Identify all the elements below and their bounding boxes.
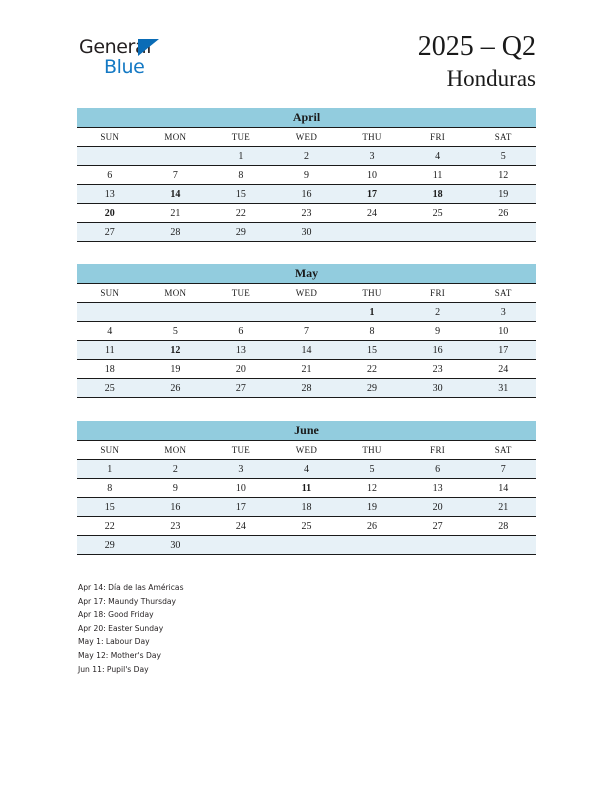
day-cell[interactable]: 18 <box>274 498 340 517</box>
month-grid <box>77 283 536 398</box>
week-row <box>77 185 536 204</box>
day-cell[interactable]: 19 <box>339 498 405 517</box>
day-cell[interactable]: 2 <box>143 460 209 479</box>
weekday-header-row <box>77 128 536 147</box>
day-cell-empty <box>77 303 143 322</box>
week-row <box>77 303 536 322</box>
page-title <box>418 30 536 94</box>
week-row <box>77 517 536 536</box>
day-cell[interactable]: 25 <box>405 204 471 223</box>
day-cell-holiday[interactable]: 18 <box>405 185 471 204</box>
day-cell[interactable]: 1 <box>77 460 143 479</box>
day-cell[interactable]: 24 <box>208 517 274 536</box>
weekday-header-sun: SUN <box>77 128 143 147</box>
day-cell[interactable]: 26 <box>143 379 209 398</box>
day-cell[interactable]: 15 <box>339 341 405 360</box>
legend-item: May 1: Labour Day <box>78 637 150 647</box>
day-cell[interactable]: 21 <box>470 498 536 517</box>
calendar-month-may <box>77 264 536 398</box>
day-cell[interactable]: 29 <box>77 536 143 555</box>
legend-item: Apr 17: Maundy Thursday <box>78 596 177 606</box>
day-cell-holiday[interactable]: 20 <box>77 204 143 223</box>
week-rows <box>77 460 536 555</box>
day-cell-holiday[interactable]: 14 <box>143 185 209 204</box>
week-rows <box>77 303 536 398</box>
weekday-header-sat: SAT <box>470 284 536 303</box>
weekday-header-row <box>77 284 536 303</box>
logo-triangle-icon <box>138 39 159 56</box>
day-cell[interactable]: 16 <box>274 185 340 204</box>
day-cell-holiday[interactable]: 11 <box>274 479 340 498</box>
day-cell[interactable]: 9 <box>274 166 340 185</box>
day-cell[interactable]: 19 <box>470 185 536 204</box>
day-cell[interactable]: 26 <box>470 204 536 223</box>
day-cell[interactable]: 29 <box>339 379 405 398</box>
day-cell-empty <box>274 536 340 555</box>
day-cell-empty <box>208 536 274 555</box>
day-cell[interactable]: 4 <box>405 147 471 166</box>
day-cell[interactable]: 30 <box>405 379 471 398</box>
weekday-header-tue: TUE <box>208 441 274 460</box>
weekday-header-mon: MON <box>143 441 209 460</box>
month-grid <box>77 440 536 555</box>
day-cell[interactable]: 17 <box>208 498 274 517</box>
week-row <box>77 479 536 498</box>
month-title: April <box>77 108 536 127</box>
day-cell[interactable]: 4 <box>274 460 340 479</box>
day-cell[interactable]: 21 <box>143 204 209 223</box>
legend-item: Apr 20: Easter Sunday <box>78 623 164 633</box>
day-cell[interactable]: 7 <box>470 460 536 479</box>
page-header <box>0 0 612 100</box>
day-cell-empty <box>274 303 340 322</box>
day-cell[interactable]: 22 <box>208 204 274 223</box>
day-cell[interactable]: 28 <box>470 517 536 536</box>
day-cell[interactable]: 12 <box>339 479 405 498</box>
day-cell[interactable]: 25 <box>274 517 340 536</box>
day-cell[interactable]: 8 <box>77 479 143 498</box>
weekday-header-sat: SAT <box>470 441 536 460</box>
day-cell[interactable]: 2 <box>274 147 340 166</box>
day-cell-empty <box>143 303 209 322</box>
day-cell[interactable]: 10 <box>470 322 536 341</box>
day-cell[interactable]: 16 <box>143 498 209 517</box>
weekday-header-thu: THU <box>339 441 405 460</box>
weekday-header-tue: TUE <box>208 128 274 147</box>
calendar-month-june <box>77 421 536 555</box>
day-cell[interactable]: 20 <box>405 498 471 517</box>
day-cell[interactable]: 3 <box>470 303 536 322</box>
week-row <box>77 204 536 223</box>
day-cell[interactable]: 15 <box>208 185 274 204</box>
day-cell[interactable]: 16 <box>405 341 471 360</box>
day-cell[interactable]: 19 <box>143 360 209 379</box>
day-cell[interactable]: 4 <box>77 322 143 341</box>
day-cell[interactable]: 27 <box>405 517 471 536</box>
logo-text-blue: Blue <box>104 56 145 78</box>
weekday-header-fri: FRI <box>405 441 471 460</box>
weekday-header-wed: WED <box>274 128 340 147</box>
day-cell[interactable]: 22 <box>77 517 143 536</box>
day-cell[interactable]: 9 <box>143 479 209 498</box>
day-cell[interactable]: 25 <box>77 379 143 398</box>
weekday-header-sat: SAT <box>470 128 536 147</box>
day-cell[interactable]: 28 <box>274 379 340 398</box>
legend-item: Apr 18: Good Friday <box>78 610 154 620</box>
day-cell[interactable]: 31 <box>470 379 536 398</box>
day-cell[interactable]: 24 <box>339 204 405 223</box>
week-row <box>77 536 536 555</box>
day-cell[interactable]: 21 <box>274 360 340 379</box>
general-blue-logo[interactable] <box>79 36 189 80</box>
day-cell[interactable]: 14 <box>274 341 340 360</box>
weekday-header-fri: FRI <box>405 128 471 147</box>
day-cell[interactable]: 24 <box>470 360 536 379</box>
week-row <box>77 322 536 341</box>
day-cell-holiday[interactable]: 1 <box>339 303 405 322</box>
week-row <box>77 341 536 360</box>
weekday-header-fri: FRI <box>405 284 471 303</box>
day-cell[interactable]: 30 <box>274 223 340 242</box>
day-cell[interactable]: 5 <box>339 460 405 479</box>
weekday-header-mon: MON <box>143 128 209 147</box>
week-row <box>77 379 536 398</box>
day-cell[interactable]: 11 <box>405 166 471 185</box>
weekday-header-wed: WED <box>274 441 340 460</box>
legend-item: May 12: Mother's Day <box>78 650 161 660</box>
day-cell[interactable]: 7 <box>274 322 340 341</box>
day-cell[interactable]: 8 <box>339 322 405 341</box>
weekday-header-tue: TUE <box>208 284 274 303</box>
day-cell[interactable]: 5 <box>470 147 536 166</box>
holiday-legend <box>78 581 378 676</box>
month-title: June <box>77 421 536 440</box>
day-cell[interactable]: 6 <box>77 166 143 185</box>
day-cell[interactable]: 3 <box>208 460 274 479</box>
day-cell[interactable]: 6 <box>405 460 471 479</box>
day-cell-holiday[interactable]: 12 <box>143 341 209 360</box>
month-title: May <box>77 264 536 283</box>
week-row <box>77 498 536 517</box>
week-row <box>77 360 536 379</box>
day-cell[interactable]: 6 <box>208 322 274 341</box>
week-row <box>77 147 536 166</box>
legend-item: Apr 14: Día de las Américas <box>78 583 184 592</box>
legend-item: Jun 11: Pupil's Day <box>78 664 149 674</box>
day-cell[interactable]: 27 <box>208 379 274 398</box>
week-rows <box>77 147 536 242</box>
day-cell-empty <box>77 147 143 166</box>
day-cell[interactable]: 13 <box>77 185 143 204</box>
title-quarter: 2025 – Q2 <box>417 31 536 62</box>
weekday-header-thu: THU <box>339 284 405 303</box>
day-cell[interactable]: 20 <box>208 360 274 379</box>
month-grid <box>77 127 536 242</box>
day-cell-empty <box>405 223 471 242</box>
day-cell[interactable]: 23 <box>143 517 209 536</box>
day-cell-empty <box>143 147 209 166</box>
day-cell[interactable]: 13 <box>208 341 274 360</box>
day-cell[interactable]: 7 <box>143 166 209 185</box>
weekday-header-sun: SUN <box>77 441 143 460</box>
day-cell[interactable]: 10 <box>208 479 274 498</box>
day-cell[interactable]: 8 <box>208 166 274 185</box>
day-cell[interactable]: 17 <box>470 341 536 360</box>
day-cell[interactable]: 30 <box>143 536 209 555</box>
day-cell-holiday[interactable]: 17 <box>339 185 405 204</box>
day-cell[interactable]: 23 <box>405 360 471 379</box>
week-row <box>77 166 536 185</box>
day-cell[interactable]: 1 <box>208 147 274 166</box>
day-cell[interactable]: 3 <box>339 147 405 166</box>
week-row <box>77 460 536 479</box>
day-cell[interactable]: 12 <box>470 166 536 185</box>
logo-text-general: General <box>79 36 152 58</box>
day-cell[interactable]: 22 <box>339 360 405 379</box>
day-cell[interactable]: 11 <box>77 341 143 360</box>
weekday-header-row <box>77 441 536 460</box>
day-cell-empty <box>405 536 471 555</box>
day-cell[interactable]: 27 <box>77 223 143 242</box>
title-country: Honduras <box>446 66 536 91</box>
day-cell[interactable]: 13 <box>405 479 471 498</box>
day-cell-empty <box>208 303 274 322</box>
day-cell[interactable]: 5 <box>143 322 209 341</box>
day-cell-empty <box>470 223 536 242</box>
day-cell[interactable]: 29 <box>208 223 274 242</box>
calendar-month-april <box>77 108 536 242</box>
day-cell[interactable]: 14 <box>470 479 536 498</box>
weekday-header-mon: MON <box>143 284 209 303</box>
week-row <box>77 223 536 242</box>
day-cell-empty <box>339 536 405 555</box>
day-cell[interactable]: 28 <box>143 223 209 242</box>
day-cell[interactable]: 15 <box>77 498 143 517</box>
day-cell[interactable]: 9 <box>405 322 471 341</box>
day-cell-empty <box>339 223 405 242</box>
day-cell[interactable]: 2 <box>405 303 471 322</box>
day-cell[interactable]: 10 <box>339 166 405 185</box>
day-cell[interactable]: 18 <box>77 360 143 379</box>
day-cell-empty <box>470 536 536 555</box>
day-cell[interactable]: 26 <box>339 517 405 536</box>
weekday-header-thu: THU <box>339 128 405 147</box>
weekday-header-sun: SUN <box>77 284 143 303</box>
day-cell[interactable]: 23 <box>274 204 340 223</box>
weekday-header-wed: WED <box>274 284 340 303</box>
